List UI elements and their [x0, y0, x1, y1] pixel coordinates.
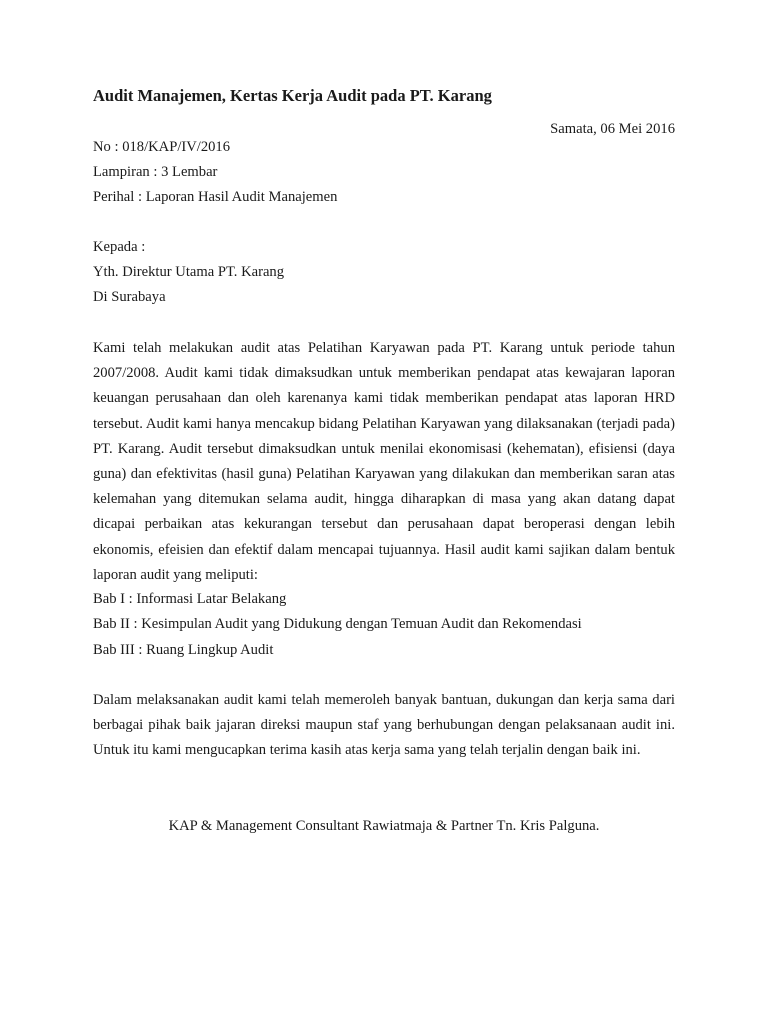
recipient-location: Di Surabaya	[93, 289, 166, 305]
letter-subject: Perihal : Laporan Hasil Audit Manajemen	[93, 189, 338, 205]
recipient-name: Yth. Direktur Utama PT. Karang	[93, 264, 285, 280]
letter-date: Samata, 06 Mei 2016	[550, 121, 675, 137]
body-paragraph-2: Dalam melaksanakan audit kami telah memeroleh banyak bantuan, dukungan dan kerja sama dari berbagai pihak baik jajaran direksi maupun staf yang berhubungan dengan pelaksanaan audit ini. Untuk itu kami mengucapkan terima kasih atas kerja sama yang telah terjalin dengan baik ini.	[93, 692, 675, 759]
chapter-item-2: Bab II : Kesimpulan Audit yang Didukung dengan Temuan Audit dan Rekomendasi	[93, 616, 582, 632]
body-paragraph-1: Kami telah melakukan audit atas Pelatihan Karyawan pada PT. Karang untuk periode tahun 2007/2008. Audit kami tidak dimaksudkan untuk memberikan pendapat atas kewajaran laporan keuangan perusahaan dan oleh karenanya kami tidak memberikan pendapat atas laporan HRD tersebut. Audit kami hanya mencakup bidang Pelatihan Karyawan yang dilaksanakan (terjadi pada) PT. Karang. Audit tersebut dimaksudkan untuk menilai ekonomisasi (kehematan), efisiensi (daya guna) dan efektivitas (hasil guna) Pelatihan Karyawan yang dilakukan dan memberikan saran atas kelemahan yang ditemukan selama audit, hingga diharapkan di masa yang akan datang dapat dicapai perbaikan atas kekurangan tersebut dan perusahaan dapat beroperasi dengan lebih ekonomis, efeisien dan efektif dalam mencapai tujuannya. Hasil audit kami sajikan dalam bentuk laporan audit yang meliputi:	[93, 340, 675, 583]
letter-attachment: Lampiran : 3 Lembar	[93, 164, 218, 180]
letter-number: No : 018/KAP/IV/2016	[93, 139, 231, 155]
closing-signature: KAP & Management Consultant Rawiatmaja & Partner Tn. Kris Palguna.	[168, 818, 600, 834]
chapter-item-3: Bab III : Ruang Lingkup Audit	[93, 642, 274, 658]
chapter-item-1: Bab I : Informasi Latar Belakang	[93, 591, 287, 607]
document-title: Audit Manajemen, Kertas Kerja Audit pada PT. Karang	[93, 86, 492, 105]
recipient-salutation: Kepada :	[93, 239, 146, 255]
